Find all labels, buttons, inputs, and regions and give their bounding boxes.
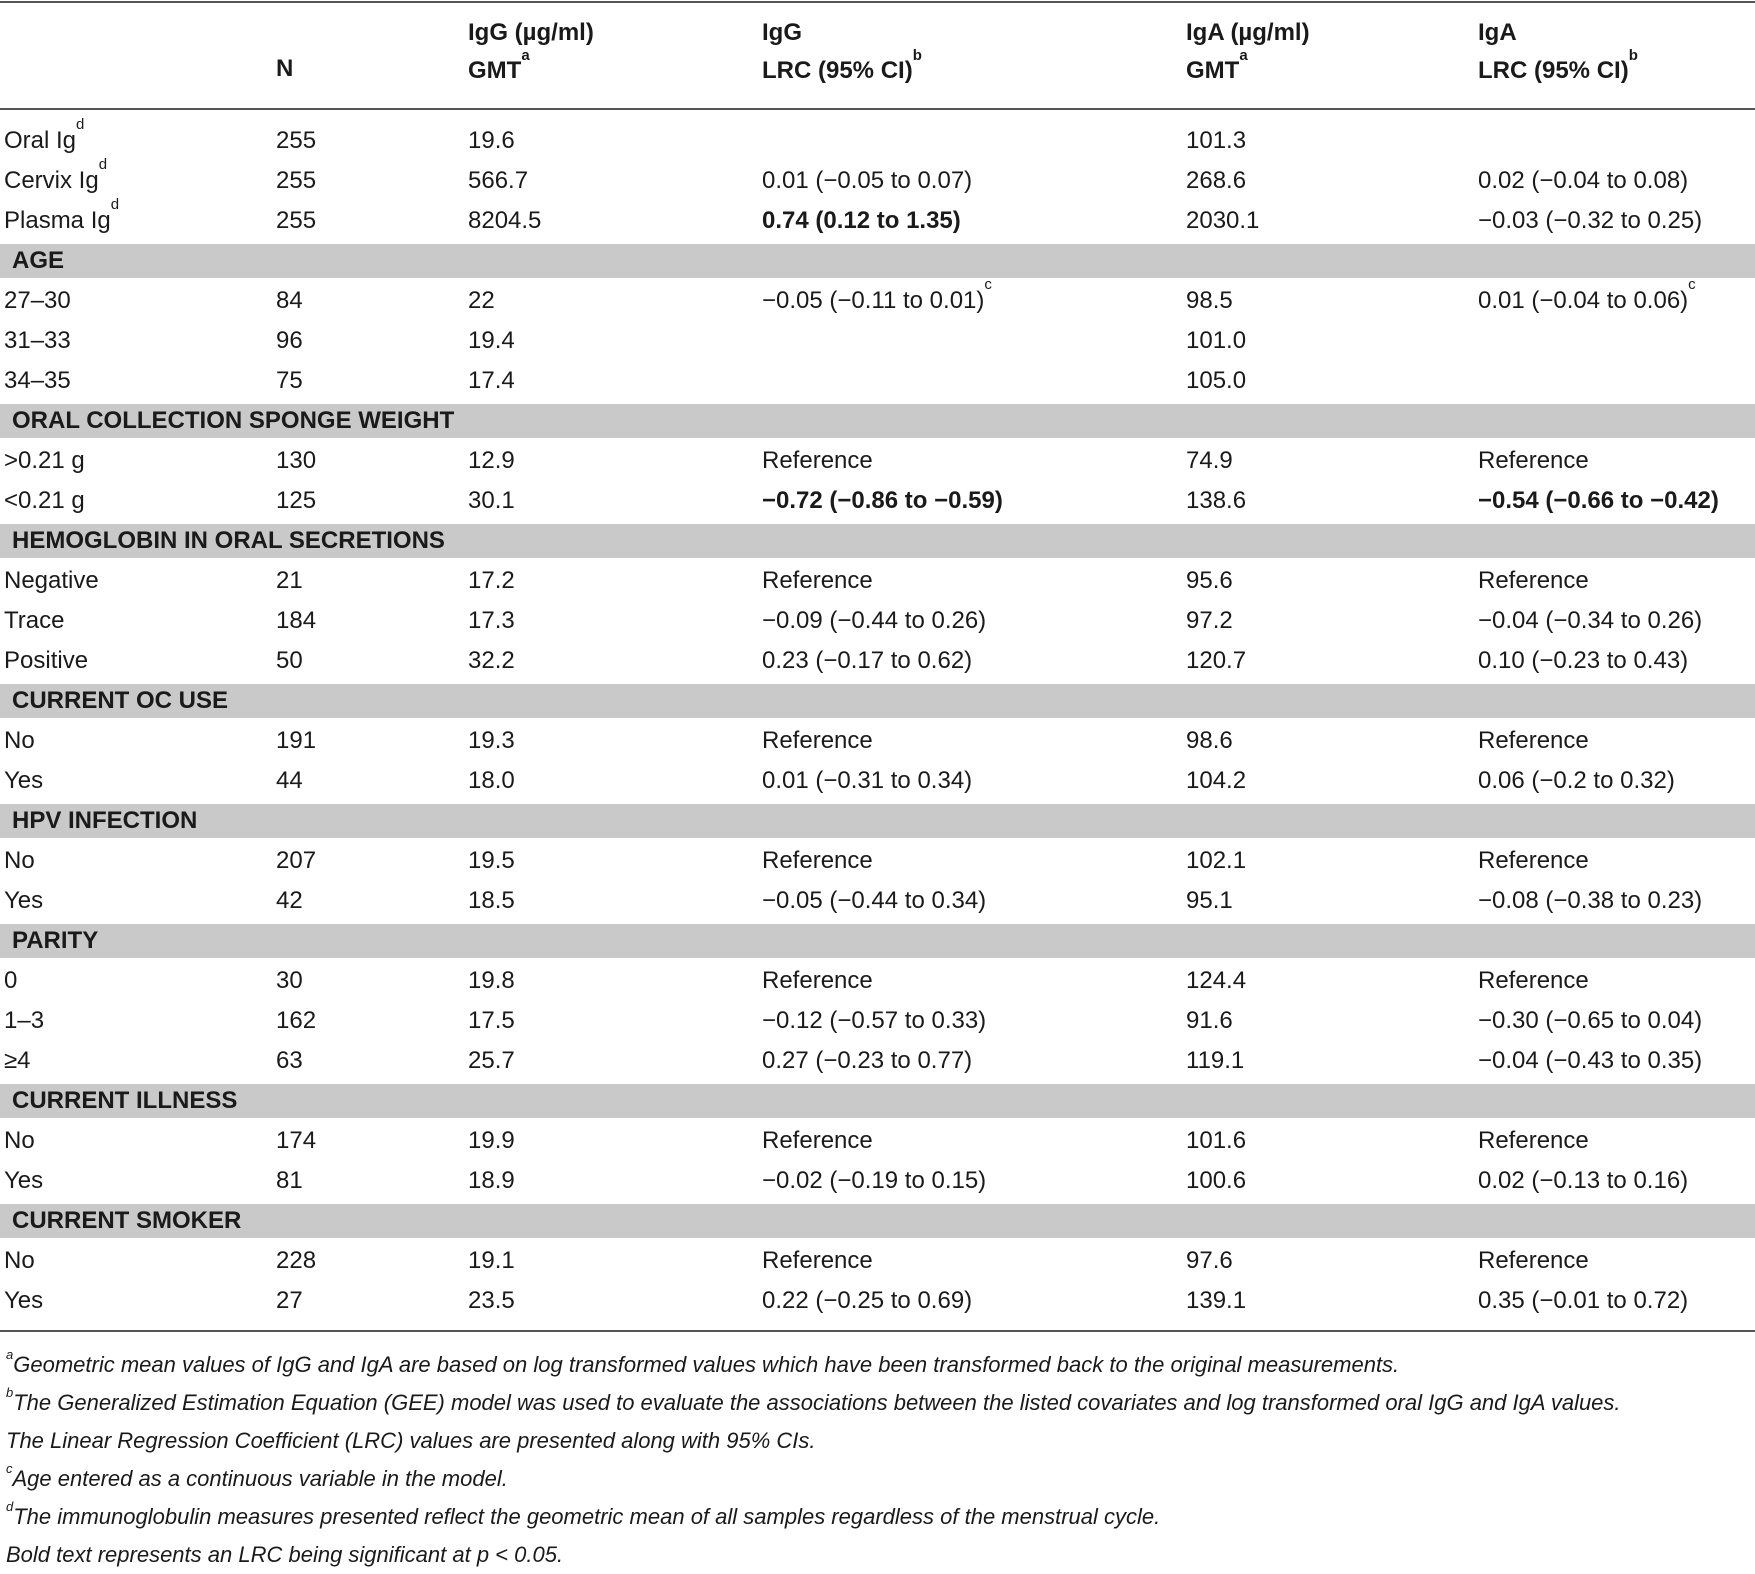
table-row xyxy=(0,156,1755,201)
cell-n: 84 xyxy=(276,287,303,314)
cell-n: 191 xyxy=(276,727,317,754)
cell-iga-gmt: 98.6 xyxy=(1186,727,1233,754)
cell-igg-lrc: Reference xyxy=(762,567,873,594)
section-header-row xyxy=(0,801,1755,841)
row-label: 1–3 xyxy=(4,1007,45,1034)
cell-iga-gmt: 104.2 xyxy=(1186,767,1247,794)
cell-iga-lrc: −0.04 (−0.43 to 0.35) xyxy=(1478,1047,1703,1074)
cell-n: 27 xyxy=(276,1287,303,1314)
table-bottom-rule xyxy=(0,1330,1755,1332)
cell-n: 162 xyxy=(276,1007,317,1034)
cell-iga-gmt: 119.1 xyxy=(1186,1047,1245,1074)
cell-igg-gmt: 30.1 xyxy=(468,487,515,514)
cell-igg-lrc: −0.05 (−0.11 to 0.01)$^c$ xyxy=(762,276,992,314)
section-header-row xyxy=(0,1081,1755,1121)
cell-igg-gmt: 19.8 xyxy=(468,967,515,994)
table-row xyxy=(0,601,1755,641)
section-title: PARITY xyxy=(12,927,99,954)
cell-igg-gmt: 18.5 xyxy=(468,887,515,914)
table-row xyxy=(0,961,1755,1001)
row-label: Yes xyxy=(4,1167,44,1194)
row-label: No xyxy=(4,1127,35,1154)
footnote: $^c$Age entered as a continuous variable in the model. xyxy=(6,1461,508,1491)
table-row xyxy=(0,1161,1755,1201)
cell-igg-lrc: 0.23 (−0.17 to 0.62) xyxy=(762,647,973,674)
cell-iga-gmt: 120.7 xyxy=(1186,647,1247,674)
table-row xyxy=(0,441,1755,481)
cell-iga-gmt: 101.6 xyxy=(1186,1127,1247,1154)
table-row xyxy=(0,196,1755,241)
table-body xyxy=(0,116,1755,1321)
cell-iga-gmt: 138.6 xyxy=(1186,487,1247,514)
cell-iga-gmt: 2030.1 xyxy=(1186,207,1260,234)
cell-iga-gmt: 97.6 xyxy=(1186,1247,1233,1274)
table-row xyxy=(0,481,1755,521)
cell-igg-gmt: 19.9 xyxy=(468,1127,515,1154)
cell-igg-gmt: 25.7 xyxy=(468,1047,515,1074)
footnote: $^b$The Generalized Estimation Equation (GEE) model was used to evaluate the associations between the listed covariates and log transformed oral IgG and IgA values. xyxy=(6,1385,1621,1415)
cell-igg-gmt: 19.5 xyxy=(468,847,515,874)
cell-igg-lrc: −0.12 (−0.57 to 0.33) xyxy=(762,1007,987,1034)
cell-iga-lrc: 0.02 (−0.13 to 0.16) xyxy=(1478,1167,1689,1194)
cell-iga-lrc: −0.04 (−0.34 to 0.26) xyxy=(1478,607,1703,634)
section-title: HPV INFECTION xyxy=(12,807,198,834)
cell-n: 255 xyxy=(276,127,317,154)
cell-iga-lrc: 0.35 (−0.01 to 0.72) xyxy=(1478,1287,1689,1314)
cell-igg-lrc: −0.09 (−0.44 to 0.26) xyxy=(762,607,987,634)
cell-igg-lrc: −0.05 (−0.44 to 0.34) xyxy=(762,887,987,914)
cell-n: 125 xyxy=(276,487,317,514)
cell-igg-lrc: 0.01 (−0.31 to 0.34) xyxy=(762,767,973,794)
cell-iga-lrc: −0.08 (−0.38 to 0.23) xyxy=(1478,887,1703,914)
cell-iga-lrc: Reference xyxy=(1478,447,1589,474)
cell-iga-gmt: 91.6 xyxy=(1186,1007,1233,1034)
cell-n: 21 xyxy=(276,567,303,594)
table-row xyxy=(0,561,1755,601)
cell-igg-gmt: 17.5 xyxy=(468,1007,515,1034)
cell-igg-gmt: 17.2 xyxy=(468,567,515,594)
cell-igg-lrc: Reference xyxy=(762,727,873,754)
cell-igg-gmt: 17.4 xyxy=(468,367,515,394)
row-label: Yes xyxy=(4,767,44,794)
cell-iga-gmt: 95.1 xyxy=(1186,887,1233,914)
footnote: $^a$Geometric mean values of IgG and IgA are based on log transformed values which have been transformed back to the original measurements. xyxy=(6,1347,1400,1377)
row-label: >0.21 g xyxy=(4,447,85,474)
header-iga-lrc: IgA LRC (95% CI)$^b$ xyxy=(1478,19,1638,84)
footnote: The Linear Regression Coefficient (LRC) values are presented along with 95% CIs. xyxy=(6,1428,816,1453)
cell-igg-lrc: 0.74 (0.12 to 1.35) xyxy=(762,207,961,234)
row-label: Yes xyxy=(4,1287,44,1314)
table-row xyxy=(0,761,1755,801)
row-label: Positive xyxy=(4,647,89,674)
cell-igg-gmt: 12.9 xyxy=(468,447,515,474)
table-row xyxy=(0,641,1755,681)
footnote: Bold text represents an LRC being significant at p < 0.05. xyxy=(6,1542,564,1567)
cell-igg-gmt: 8204.5 xyxy=(468,207,542,234)
cell-n: 255 xyxy=(276,167,317,194)
row-label: 27–30 xyxy=(4,287,71,314)
cell-igg-lrc: −0.02 (−0.19 to 0.15) xyxy=(762,1167,987,1194)
cell-igg-gmt: 18.9 xyxy=(468,1167,515,1194)
cell-iga-lrc: Reference xyxy=(1478,727,1589,754)
cell-iga-gmt: 97.2 xyxy=(1186,607,1233,634)
cell-iga-gmt: 98.5 xyxy=(1186,287,1233,314)
cell-iga-lrc: −0.30 (−0.65 to 0.04) xyxy=(1478,1007,1703,1034)
cell-igg-lrc: Reference xyxy=(762,447,873,474)
cell-iga-gmt: 102.1 xyxy=(1186,847,1247,874)
row-label: Yes xyxy=(4,887,44,914)
cell-n: 75 xyxy=(276,367,303,394)
table-row xyxy=(0,321,1755,361)
section-title: HEMOGLOBIN IN ORAL SECRETIONS xyxy=(12,527,445,554)
table-row xyxy=(0,1041,1755,1081)
cell-iga-gmt: 124.4 xyxy=(1186,967,1247,994)
cell-igg-lrc: Reference xyxy=(762,1127,873,1154)
cell-igg-gmt: 32.2 xyxy=(468,647,515,674)
section-header-row xyxy=(0,401,1755,441)
cell-igg-gmt: 17.3 xyxy=(468,607,515,634)
cell-iga-lrc: Reference xyxy=(1478,567,1589,594)
row-label: No xyxy=(4,847,35,874)
section-title: AGE xyxy=(12,247,65,274)
cell-iga-gmt: 101.0 xyxy=(1186,327,1247,354)
cell-igg-lrc: 0.27 (−0.23 to 0.77) xyxy=(762,1047,973,1074)
cell-igg-lrc: 0.22 (−0.25 to 0.69) xyxy=(762,1287,973,1314)
table-row xyxy=(0,721,1755,761)
cell-n: 81 xyxy=(276,1167,303,1194)
cell-iga-gmt: 100.6 xyxy=(1186,1167,1247,1194)
row-label: Negative xyxy=(4,567,99,594)
table-row xyxy=(0,276,1755,321)
cell-iga-lrc: 0.10 (−0.23 to 0.43) xyxy=(1478,647,1689,674)
cell-n: 63 xyxy=(276,1047,303,1074)
section-title: ORAL COLLECTION SPONGE WEIGHT xyxy=(12,407,455,434)
cell-iga-lrc: 0.06 (−0.2 to 0.32) xyxy=(1478,767,1675,794)
header-iga-gmt: IgA (µg/ml) GMT$^a$ xyxy=(1186,19,1310,84)
header-n: N xyxy=(276,55,294,82)
cell-igg-lrc: Reference xyxy=(762,847,873,874)
row-label: 31–33 xyxy=(4,327,71,354)
section-title: CURRENT SMOKER xyxy=(12,1207,242,1234)
cell-n: 50 xyxy=(276,647,303,674)
row-label: No xyxy=(4,1247,35,1274)
cell-n: 42 xyxy=(276,887,303,914)
cell-iga-gmt: 105.0 xyxy=(1186,367,1247,394)
cell-igg-gmt: 566.7 xyxy=(468,167,529,194)
table-row xyxy=(0,1121,1755,1161)
row-label: 0 xyxy=(4,967,18,994)
cell-igg-lrc: Reference xyxy=(762,967,873,994)
cell-n: 96 xyxy=(276,327,303,354)
row-label: No xyxy=(4,727,35,754)
section-header-row xyxy=(0,681,1755,721)
cell-iga-gmt: 74.9 xyxy=(1186,447,1233,474)
header-igg-lrc: IgG LRC (95% CI)$^b$ xyxy=(762,19,922,84)
table-row xyxy=(0,1241,1755,1281)
cell-iga-lrc: 0.01 (−0.04 to 0.06)$^c$ xyxy=(1478,276,1696,314)
table-row xyxy=(0,881,1755,921)
cell-igg-gmt: 19.6 xyxy=(468,127,515,154)
footnote: $^d$The immunoglobulin measures presented reflect the geometric mean of all samples regardless of the menstrual cycle. xyxy=(6,1499,1161,1529)
cell-n: 255 xyxy=(276,207,317,234)
section-title: CURRENT ILLNESS xyxy=(12,1087,238,1114)
header-bottom-rule xyxy=(0,108,1755,110)
cell-iga-gmt: 95.6 xyxy=(1186,567,1233,594)
row-label: ≥4 xyxy=(4,1047,31,1074)
cell-igg-lrc: Reference xyxy=(762,1247,873,1274)
section-header-row xyxy=(0,921,1755,961)
cell-iga-lrc: −0.03 (−0.32 to 0.25) xyxy=(1478,207,1703,234)
cell-n: 174 xyxy=(276,1127,317,1154)
cell-iga-lrc: Reference xyxy=(1478,1127,1589,1154)
cell-iga-lrc: 0.02 (−0.04 to 0.08) xyxy=(1478,167,1689,194)
cell-iga-lrc: Reference xyxy=(1478,847,1589,874)
cell-n: 30 xyxy=(276,967,303,994)
section-header-row xyxy=(0,521,1755,561)
cell-n: 228 xyxy=(276,1247,317,1274)
cell-iga-gmt: 268.6 xyxy=(1186,167,1247,194)
table-row xyxy=(0,116,1755,161)
cell-igg-gmt: 19.3 xyxy=(468,727,515,754)
cell-iga-gmt: 139.1 xyxy=(1186,1287,1247,1314)
cell-n: 184 xyxy=(276,607,317,634)
cell-iga-gmt: 101.3 xyxy=(1186,127,1247,154)
cell-igg-gmt: 19.4 xyxy=(468,327,515,354)
cell-iga-lrc: Reference xyxy=(1478,1247,1589,1274)
cell-igg-gmt: 22 xyxy=(468,287,495,314)
section-header-row xyxy=(0,241,1755,281)
row-label: Cervix Ig$^d$ xyxy=(4,156,108,194)
footnotes xyxy=(6,1346,1751,1574)
cell-igg-lrc: −0.72 (−0.86 to −0.59) xyxy=(762,487,1003,514)
cell-igg-lrc: 0.01 (−0.05 to 0.07) xyxy=(762,167,973,194)
cell-igg-gmt: 18.0 xyxy=(468,767,515,794)
row-label: Trace xyxy=(4,607,65,634)
cell-n: 130 xyxy=(276,447,317,474)
table-top-rule xyxy=(0,1,1755,3)
row-label: Oral Ig$^d$ xyxy=(4,116,85,154)
row-label: 34–35 xyxy=(4,367,71,394)
section-title: CURRENT OC USE xyxy=(12,687,229,714)
header-igg-gmt: IgG (µg/ml) GMT$^a$ xyxy=(468,19,594,84)
cell-igg-gmt: 23.5 xyxy=(468,1287,515,1314)
table-row xyxy=(0,361,1755,401)
cell-igg-gmt: 19.1 xyxy=(468,1247,515,1274)
section-header-row xyxy=(0,1201,1755,1241)
cell-iga-lrc: −0.54 (−0.66 to −0.42) xyxy=(1478,487,1719,514)
table-row xyxy=(0,841,1755,881)
cell-n: 207 xyxy=(276,847,317,874)
row-label: Plasma Ig$^d$ xyxy=(4,196,120,234)
table-row xyxy=(0,1001,1755,1041)
row-label: <0.21 g xyxy=(4,487,85,514)
table-row xyxy=(0,1281,1755,1321)
cell-n: 44 xyxy=(276,767,303,794)
cell-iga-lrc: Reference xyxy=(1478,967,1589,994)
